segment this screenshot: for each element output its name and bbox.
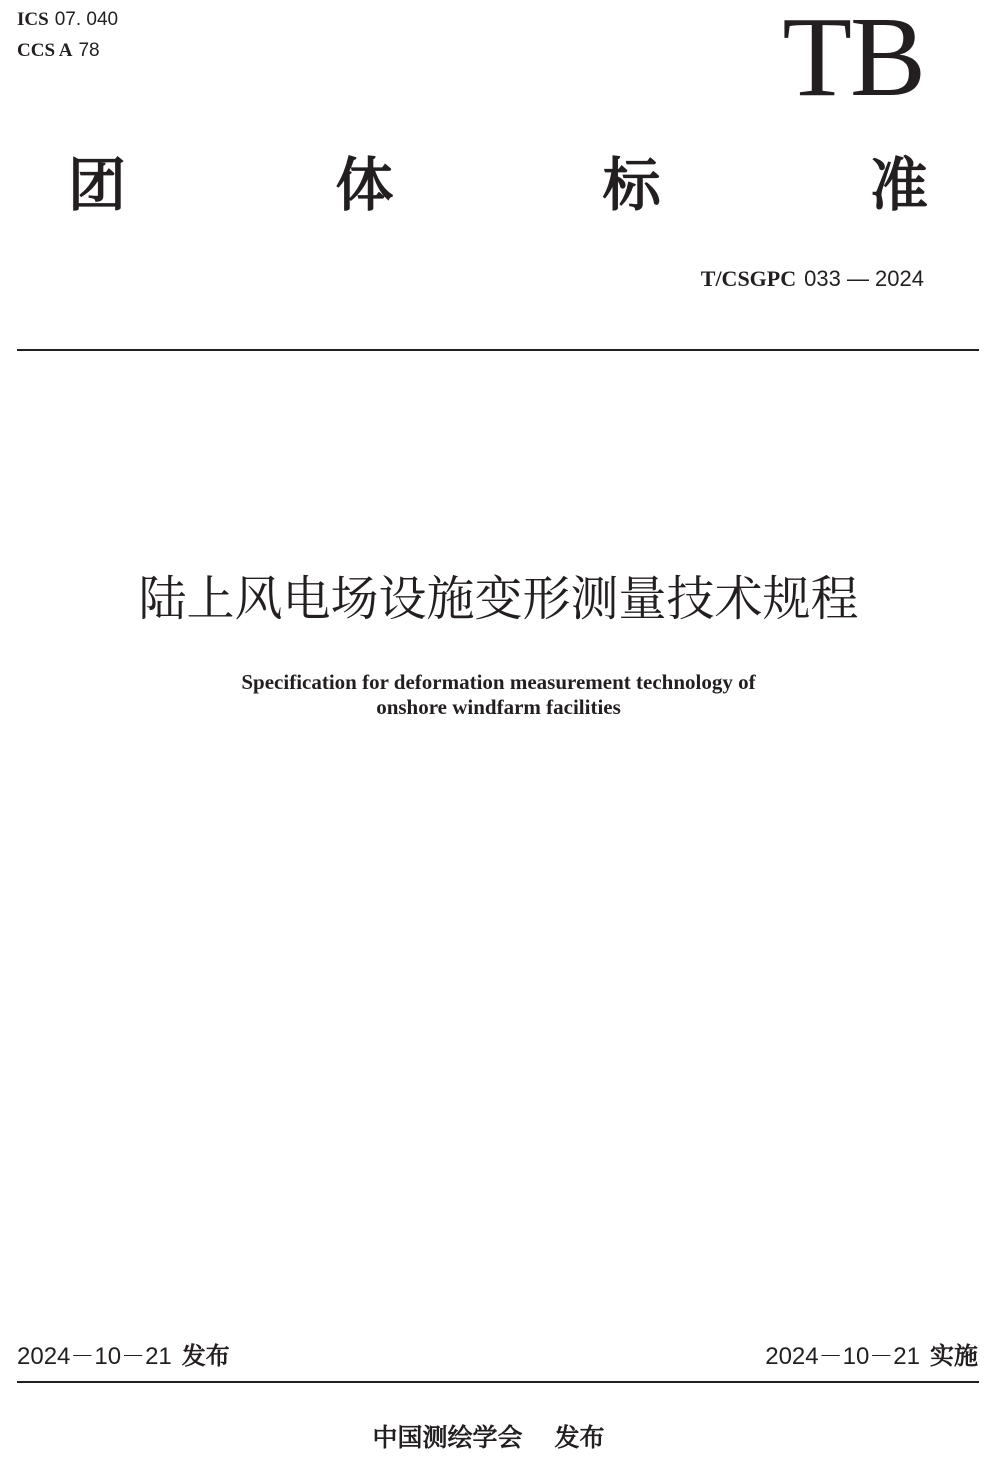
standard-number [701, 268, 924, 290]
issue-date-value: 2024－10－21 [17, 1343, 172, 1370]
english-title-line-1: Specification for deformation measurement technology of [241, 670, 756, 694]
chinese-title: 陆上风电场设施变形测量技术规程 [138, 571, 859, 627]
standard-type-char: 体 [335, 151, 394, 219]
standard-type-heading [68, 153, 928, 217]
standard-number-value: 033 — 2024 [804, 266, 924, 291]
ccs-classification [17, 41, 100, 60]
implementation-date [765, 1344, 978, 1369]
ccs-code: 78 [78, 40, 100, 61]
implementation-date-value: 2024－10－21 [765, 1343, 920, 1370]
bottom-divider [17, 1381, 979, 1383]
top-divider [17, 349, 979, 351]
standard-type-char: 标 [602, 151, 661, 219]
standard-number-prefix: T/CSGPC [700, 266, 797, 291]
issue-date-label: 发布 [181, 1342, 230, 1370]
implementation-date-label: 实施 [930, 1342, 978, 1370]
standard-type-char: 团 [68, 151, 127, 219]
tb-logo: TB [782, 0, 924, 120]
issue-date [17, 1344, 230, 1369]
ics-code: 07. 040 [54, 9, 119, 30]
ccs-label: CCS A [17, 40, 73, 61]
ics-label: ICS [17, 9, 49, 30]
standard-type-char: 准 [869, 151, 928, 219]
english-title-line-2: onshore windfarm facilities [376, 695, 621, 719]
publisher [0, 1425, 977, 1450]
publisher-action: 发布 [554, 1423, 605, 1452]
ics-classification [17, 10, 118, 29]
publisher-name: 中国测绘学会 [372, 1423, 523, 1452]
